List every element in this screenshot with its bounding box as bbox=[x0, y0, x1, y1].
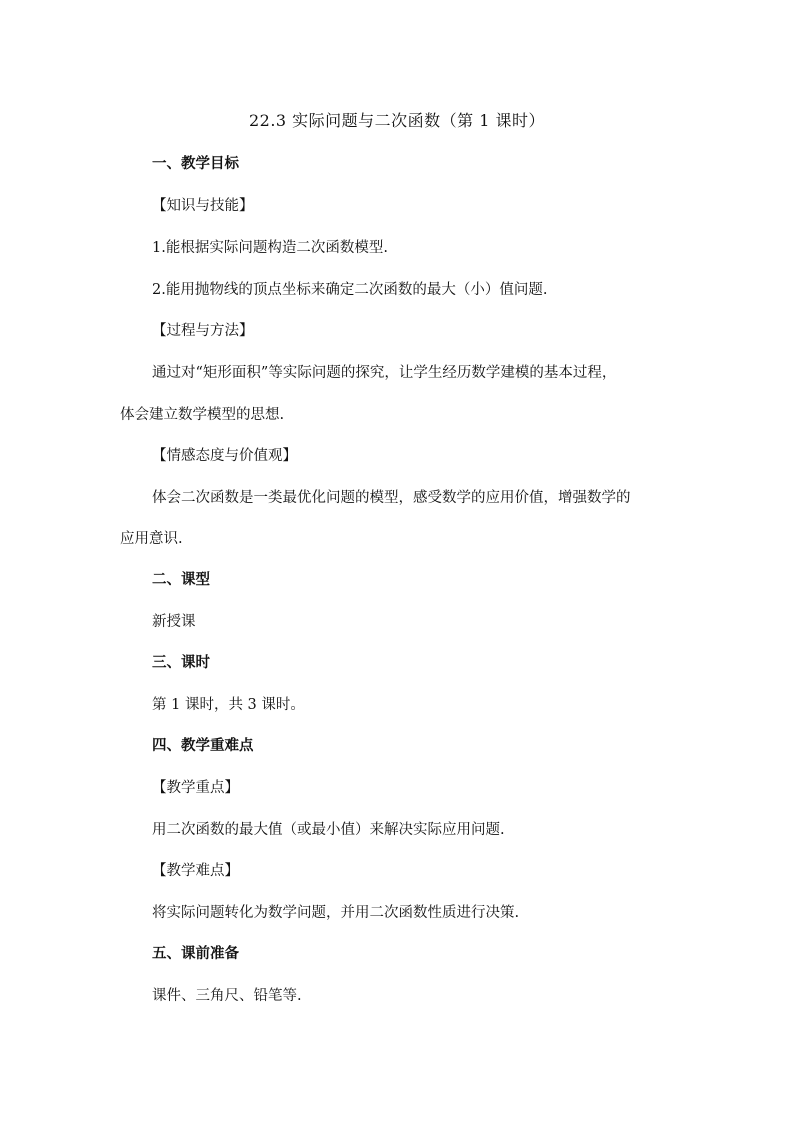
subheading-attitude-values: 【情感态度与价值观】 bbox=[152, 448, 297, 464]
goal-item-2: 2.能用抛物线的顶点坐标来确定二次函数的最大（小）值问题. bbox=[152, 282, 548, 298]
class-hours-text: 第 1 课时，共 3 课时。 bbox=[152, 697, 305, 713]
subheading-process-method: 【过程与方法】 bbox=[152, 323, 254, 339]
teaching-focus-text: 用二次函数的最大值（或最小值）来解决实际应用问题. bbox=[152, 822, 505, 838]
paragraph-attitude-line-2: 应用意识. bbox=[120, 531, 183, 547]
subheading-teaching-focus: 【教学重点】 bbox=[152, 780, 239, 796]
paragraph-process-line-1: 通过对“矩形面积”等实际问题的探究，让学生经历数学建模的基本过程， bbox=[152, 365, 617, 381]
goal-item-1: 1.能根据实际问题构造二次函数模型. bbox=[152, 240, 388, 256]
subheading-teaching-difficulty: 【教学难点】 bbox=[152, 863, 239, 879]
paragraph-attitude-line-1: 体会二次函数是一类最优化问题的模型，感受数学的应用价值，增强数学的 bbox=[152, 490, 631, 506]
section-heading-teaching-goals: 一、教学目标 bbox=[152, 156, 239, 172]
page-title: 22.3 实际问题与二次函数（第 1 课时） bbox=[248, 111, 546, 130]
lesson-type-text: 新授课 bbox=[152, 614, 196, 630]
section-heading-preparation: 五、课前准备 bbox=[152, 946, 239, 962]
section-heading-class-hours: 三、课时 bbox=[152, 655, 210, 671]
subheading-knowledge-skills: 【知识与技能】 bbox=[152, 198, 254, 214]
section-heading-lesson-type: 二、课型 bbox=[152, 572, 210, 588]
preparation-text: 课件、三角尺、铅笔等. bbox=[152, 988, 302, 1004]
teaching-difficulty-text: 将实际问题转化为数学问题，并用二次函数性质进行决策. bbox=[152, 905, 520, 921]
paragraph-process-line-2: 体会建立数学模型的思想. bbox=[120, 407, 285, 423]
section-heading-key-points: 四、教学重难点 bbox=[152, 738, 254, 754]
